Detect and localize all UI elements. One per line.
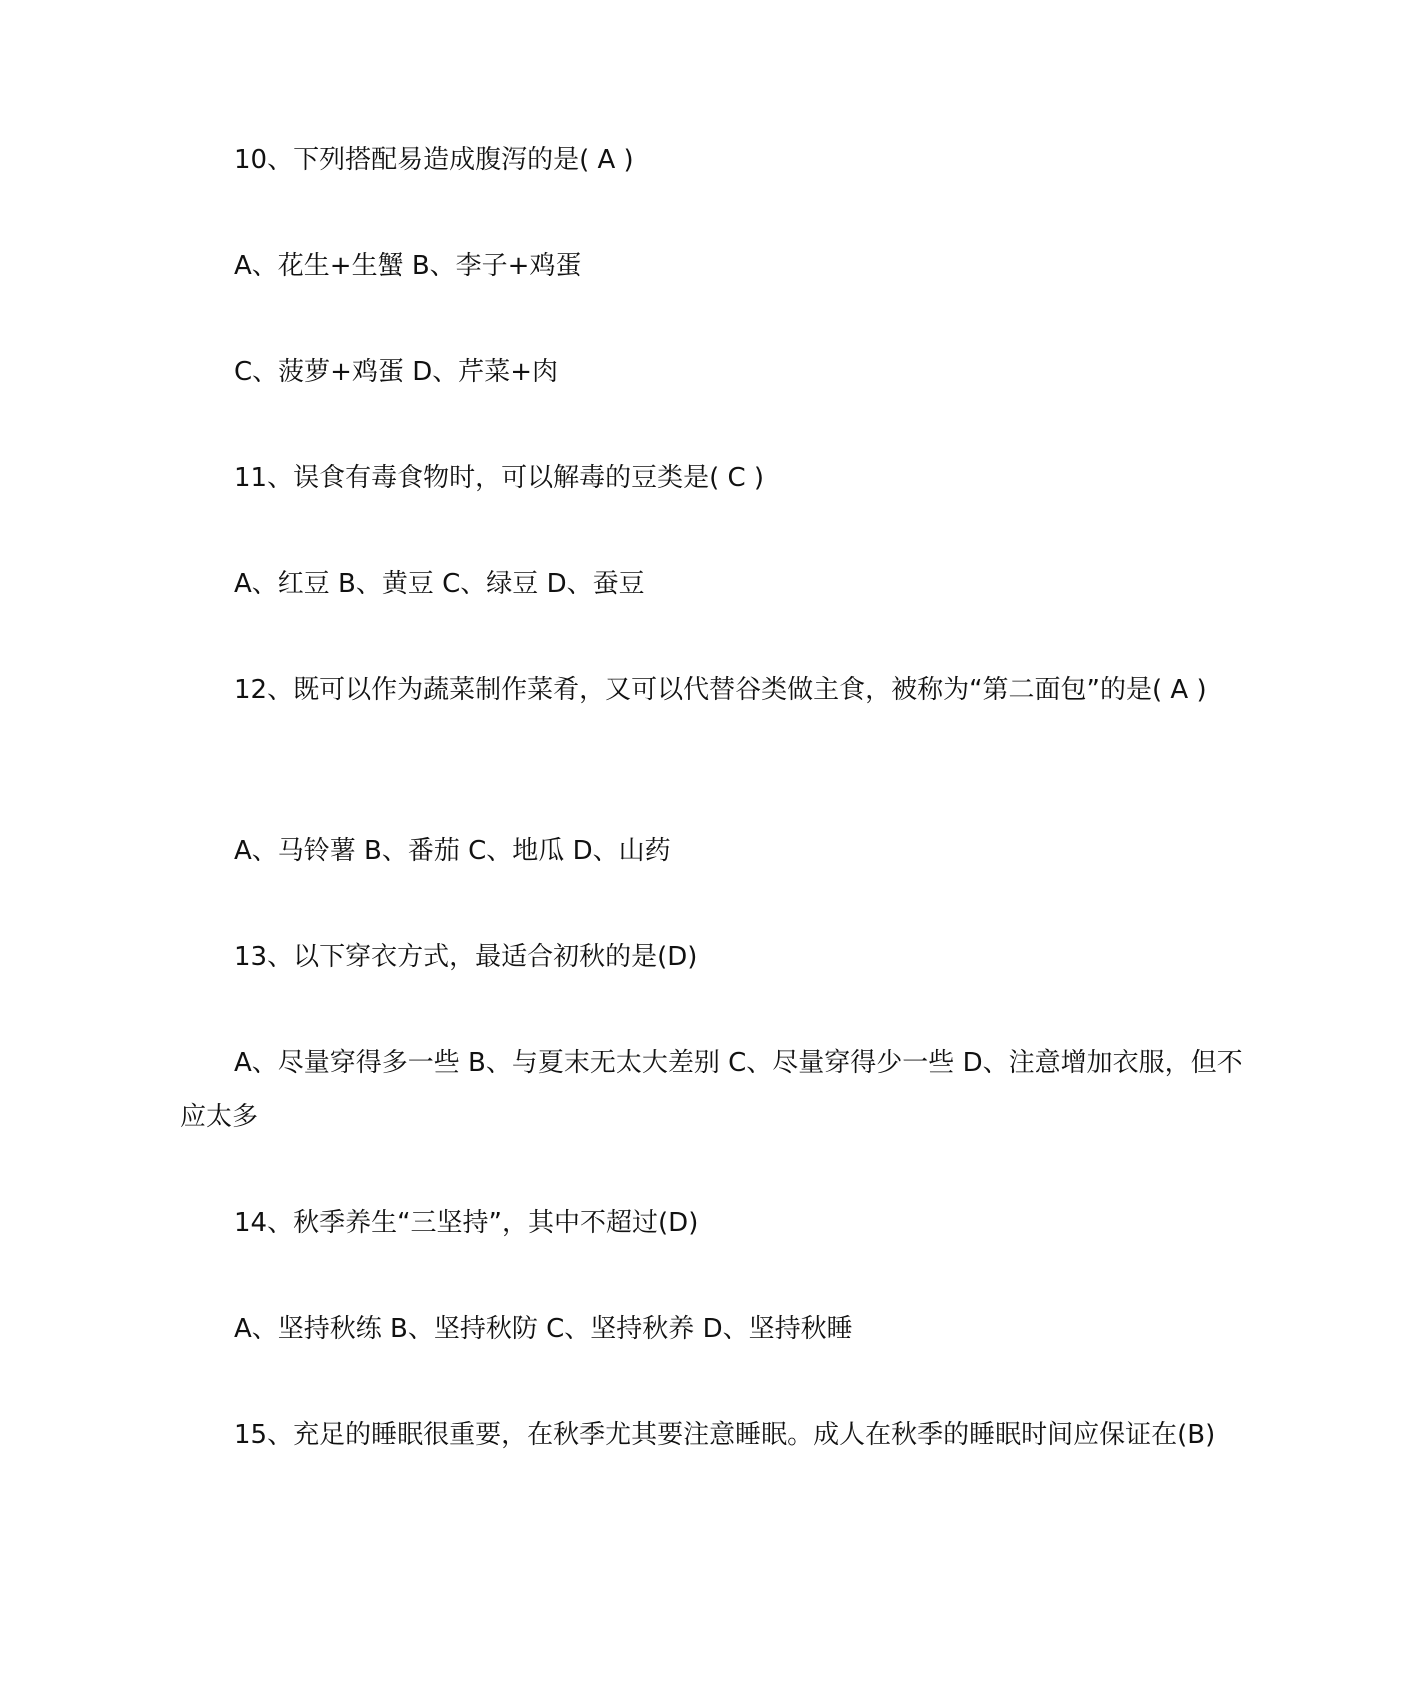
- question-15: 15、充足的睡眠很重要，在秋季尤其要注意睡眠。成人在秋季的睡眠时间应保证在(B): [234, 1420, 1216, 1450]
- question-12-options: A、马铃薯 B、番茄 C、地瓜 D、山药: [234, 836, 671, 866]
- question-11: 11、误食有毒食物时，可以解毒的豆类是( C ): [234, 463, 765, 493]
- question-10-options-ab: A、花生+生蟹 B、李子+鸡蛋: [234, 251, 582, 281]
- question-11-options: A、红豆 B、黄豆 C、绿豆 D、蚕豆: [234, 569, 645, 599]
- question-12: 12、既可以作为蔬菜制作菜肴，又可以代替谷类做主食，被称为“第二面包”的是( A ): [234, 675, 1207, 705]
- question-10: 10、下列搭配易造成腹泻的是( A ): [234, 145, 634, 175]
- question-14: 14、秋季养生“三坚持”，其中不超过(D): [234, 1208, 699, 1238]
- question-10-options-cd: C、菠萝+鸡蛋 D、芹菜+肉: [234, 357, 559, 387]
- question-14-options: A、坚持秋练 B、坚持秋防 C、坚持秋养 D、坚持秋睡: [234, 1314, 853, 1344]
- question-13-options: A、尽量穿得多一些 B、与夏末无太大差别 C、尽量穿得少一些 D、注意增加衣服，但不应太多: [180, 1048, 1243, 1132]
- question-13: 13、以下穿衣方式，最适合初秋的是(D): [234, 942, 698, 972]
